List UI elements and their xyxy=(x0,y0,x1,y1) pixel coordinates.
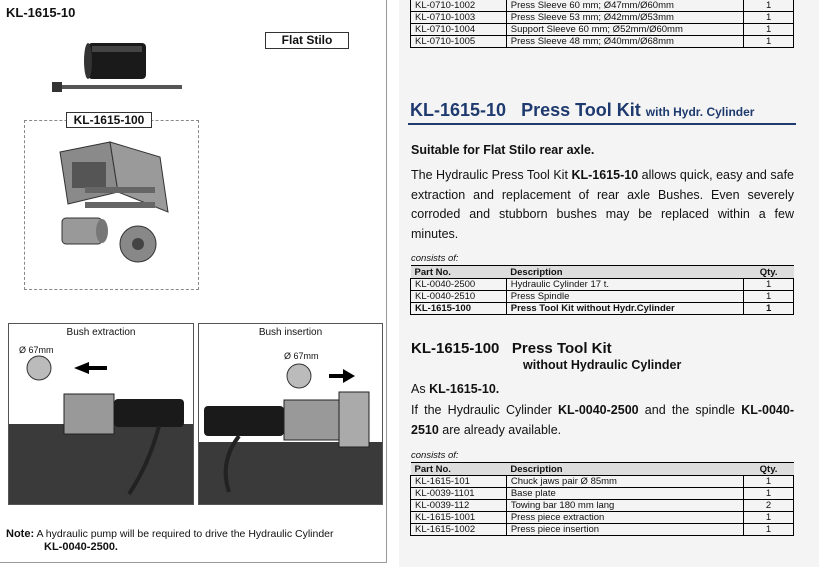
section1-code: KL-1615-10 xyxy=(410,100,507,120)
table-row xyxy=(411,500,794,512)
table-row xyxy=(411,0,794,12)
extraction-scene xyxy=(9,354,193,504)
part-no-cell: KL-0040-2510 xyxy=(411,291,507,303)
table-row xyxy=(411,476,794,488)
top-parts-table xyxy=(410,0,794,48)
extraction-diameter-label: Ø 67mm xyxy=(19,345,54,355)
bush-extraction-photo xyxy=(8,323,194,505)
table-row xyxy=(411,24,794,36)
if-code-1: KL-0040-2500 xyxy=(558,403,639,417)
table-row xyxy=(411,512,794,524)
table-row xyxy=(411,279,794,291)
qty-cell: 1 xyxy=(744,524,794,536)
qty-cell: 1 xyxy=(744,291,794,303)
as-code: KL-1615-10. xyxy=(429,382,500,396)
qty-cell: 1 xyxy=(744,512,794,524)
header-description: Description xyxy=(506,266,743,279)
header-part-no: Part No. xyxy=(411,266,507,279)
header-part-no: Part No. xyxy=(411,463,507,476)
part-no-cell: KL-0039-1101 xyxy=(411,488,507,500)
desc-part-b: allows quick, easy and safe extraction and replacement of rear axle Bushes. Even severely corroded and stubborn bushes may be replaced within a few minutes. xyxy=(411,168,794,241)
heading-rule xyxy=(408,123,796,125)
header-qty: Qty. xyxy=(744,463,794,476)
part-no-cell: KL-0039-112 xyxy=(411,500,507,512)
if-part-a: If the Hydraulic Cylinder xyxy=(411,403,552,417)
note-label: Note: xyxy=(6,528,35,540)
section1-parts-table xyxy=(410,265,794,315)
section2-title: Press Tool Kit xyxy=(511,340,612,357)
qty-cell: 1 xyxy=(744,0,794,12)
fiat-stilo-label: Flat Stilo xyxy=(265,32,349,49)
section1-heading xyxy=(410,100,754,121)
if-part-b: and the spindle xyxy=(644,403,735,417)
qty-cell: 2 xyxy=(744,500,794,512)
qty-cell: 1 xyxy=(744,303,794,315)
qty-cell: 1 xyxy=(744,24,794,36)
desc-part-a: The Hydraulic Press Tool Kit xyxy=(411,168,568,182)
consists-of-label-1: consists of: xyxy=(411,253,459,264)
press-tool-kit-illustration xyxy=(40,132,190,282)
description-cell: Press Sleeve 48 mm; Ø40mm/Ø68mm xyxy=(506,36,744,48)
section1-subtitle: with Hydr. Cylinder xyxy=(645,105,755,119)
description-cell: Press Sleeve 60 mm; Ø47mm/Ø60mm xyxy=(506,0,744,12)
qty-cell: 1 xyxy=(744,36,794,48)
part-no-cell: KL-0710-1004 xyxy=(411,24,507,36)
if-part-c: are already available. xyxy=(442,422,562,437)
section2-code: KL-1615-100 xyxy=(411,340,500,357)
description-cell: Press Sleeve 53 mm; Ø42mm/Ø53mm xyxy=(506,12,744,24)
insertion-diameter-label: Ø 67mm xyxy=(284,351,319,361)
part-no-cell: KL-0710-1003 xyxy=(411,12,507,24)
table-row xyxy=(411,524,794,536)
as-text: As xyxy=(411,382,426,396)
part-no-cell: KL-1615-100 xyxy=(411,303,507,315)
description-cell: Towing bar 180 mm lang xyxy=(506,500,743,512)
description-cell: Press Tool Kit without Hydr.Cylinder xyxy=(506,303,743,315)
part-no-cell: KL-1615-101 xyxy=(411,476,507,488)
suitable-text: Suitable for Flat Stilo rear axle. xyxy=(411,143,595,157)
section2-heading xyxy=(411,340,612,357)
insertion-scene xyxy=(199,362,382,504)
part-no-cell: KL-0710-1005 xyxy=(411,36,507,48)
table-row xyxy=(411,488,794,500)
qty-cell: 1 xyxy=(744,476,794,488)
consists-of-label-2: consists of: xyxy=(411,450,459,461)
kit-label: KL-1615-100 xyxy=(66,112,152,128)
section1-description xyxy=(411,166,794,244)
header-description: Description xyxy=(506,463,743,476)
desc-code: KL-1615-10 xyxy=(571,168,639,182)
bush-insertion-caption: Bush insertion xyxy=(258,327,323,338)
description-cell: Press Spindle xyxy=(506,291,743,303)
part-no-cell: KL-0710-1002 xyxy=(411,0,507,12)
header-qty: Qty. xyxy=(744,266,794,279)
section1-title: Press Tool Kit xyxy=(521,100,641,120)
table-row xyxy=(411,291,794,303)
as-line xyxy=(411,382,499,396)
section2-parts-table xyxy=(410,462,794,536)
hydraulic-cylinder-illustration xyxy=(50,38,190,98)
table-row xyxy=(411,303,794,315)
if-code-2: KL-0040-2510 xyxy=(411,403,794,437)
description-cell: Hydraulic Cylinder 17 t. xyxy=(506,279,743,291)
page-gap xyxy=(387,0,399,567)
qty-cell: 1 xyxy=(744,12,794,24)
description-cell: Chuck jaws pair Ø 85mm xyxy=(506,476,743,488)
note-text: A hydraulic pump will be required to drive the Hydraulic Cylinder xyxy=(36,528,334,540)
qty-cell: 1 xyxy=(744,488,794,500)
description-cell: Support Sleeve 60 mm; Ø52mm/Ø60mm xyxy=(506,24,744,36)
left-title: KL-1615-10 xyxy=(6,5,76,20)
description-cell: Base plate xyxy=(506,488,743,500)
if-line xyxy=(411,401,794,440)
bush-insertion-photo xyxy=(198,323,383,505)
table-row xyxy=(411,36,794,48)
section2-subtitle: without Hydraulic Cylinder xyxy=(523,358,682,372)
note xyxy=(6,528,378,554)
part-no-cell: KL-0040-2500 xyxy=(411,279,507,291)
part-no-cell: KL-1615-1001 xyxy=(411,512,507,524)
qty-cell: 1 xyxy=(744,279,794,291)
table-row xyxy=(411,12,794,24)
description-cell: Press piece extraction xyxy=(506,512,743,524)
note-code: KL-0040-2500. xyxy=(44,541,118,553)
description-cell: Press piece insertion xyxy=(506,524,743,536)
bush-extraction-caption: Bush extraction xyxy=(66,327,136,338)
part-no-cell: KL-1615-1002 xyxy=(411,524,507,536)
